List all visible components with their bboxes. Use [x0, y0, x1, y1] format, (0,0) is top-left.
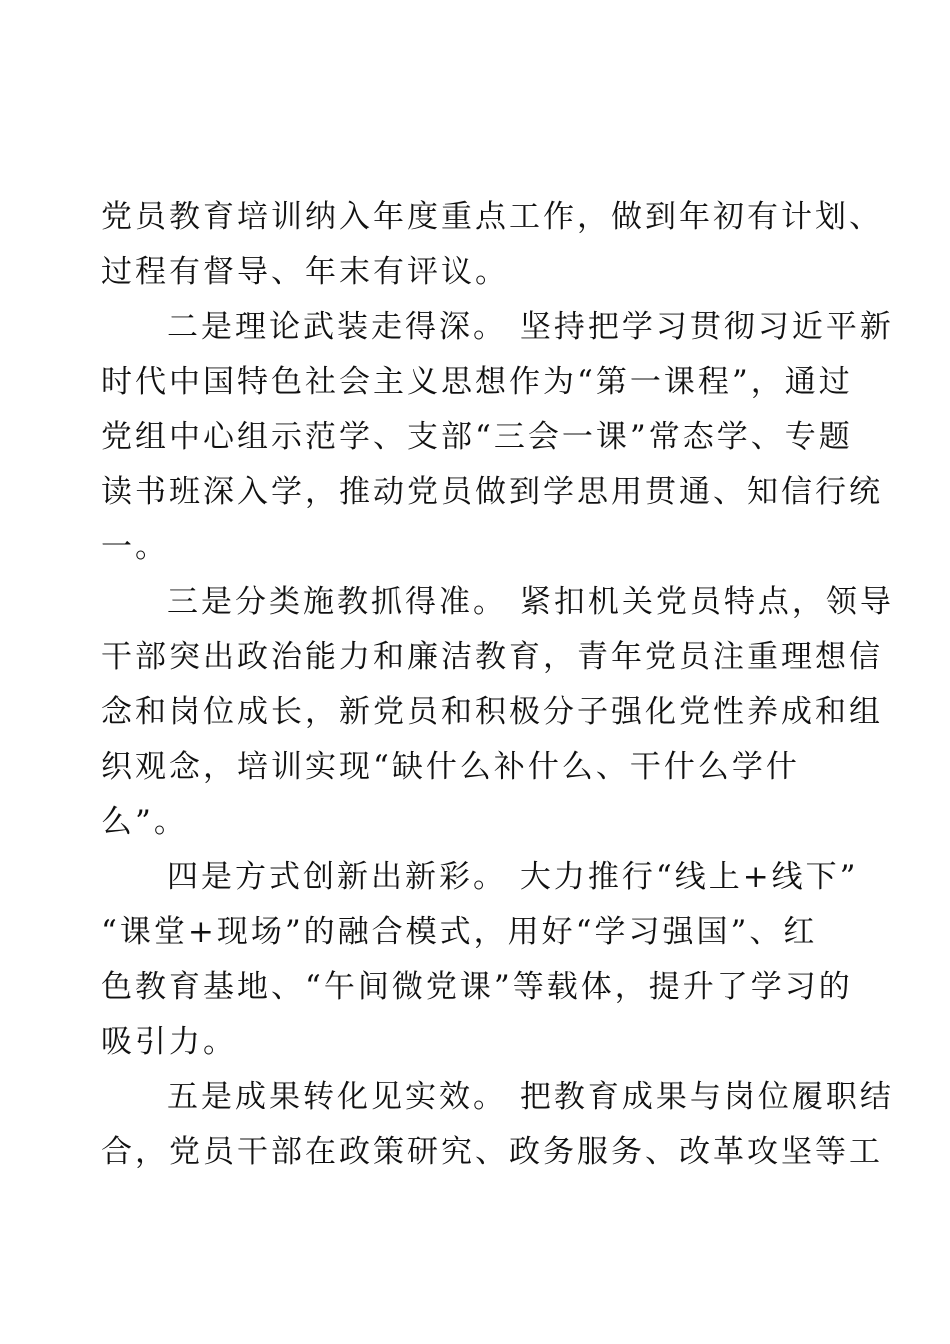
text-line: 念和岗位成长，新党员和积极分子强化党性养成和组 — [101, 694, 883, 730]
text-line: 合，党员干部在政策研究、政务服务、改革攻坚等工 — [101, 1134, 883, 1170]
text-line: 织观念，培训实现“缺什么补什么、干什么学什 — [101, 749, 800, 785]
paragraph-heading-line: 三是分类施教抓得准。 紧扣机关党员特点，领导 — [167, 584, 894, 620]
text-line: 时代中国特色社会主义思想作为“第一课程”，通过 — [101, 364, 853, 400]
text-line: 读书班深入学，推动党员做到学思用贯通、知信行统 — [101, 474, 883, 510]
text-line: 党员教育培训纳入年度重点工作，做到年初有计划、 — [101, 199, 883, 235]
paragraph-heading-line: 四是方式创新出新彩。 大力推行“线上+线下” — [167, 859, 859, 895]
text-line: 党组中心组示范学、支部“三会一课”常态学、专题 — [101, 419, 853, 455]
text-line: 色教育基地、“午间微党课”等载体，提升了学习的 — [101, 969, 853, 1005]
text-line: 过程有督导、年末有评议。 — [101, 254, 509, 290]
paragraph-heading-line: 二是理论武装走得深。 坚持把学习贯彻习近平新 — [167, 309, 894, 345]
text-line: 一。 — [101, 529, 169, 565]
text-line: 干部突出政治能力和廉洁教育，青年党员注重理想信 — [101, 639, 883, 675]
text-line: 么”。 — [101, 804, 188, 840]
text-line: “课堂+现场”的融合模式，用好“学习强国”、红 — [101, 914, 818, 950]
document-body — [101, 190, 894, 1180]
text-line: 吸引力。 — [101, 1024, 237, 1060]
paragraph-heading-line: 五是成果转化见实效。 把教育成果与岗位履职结 — [167, 1079, 894, 1115]
